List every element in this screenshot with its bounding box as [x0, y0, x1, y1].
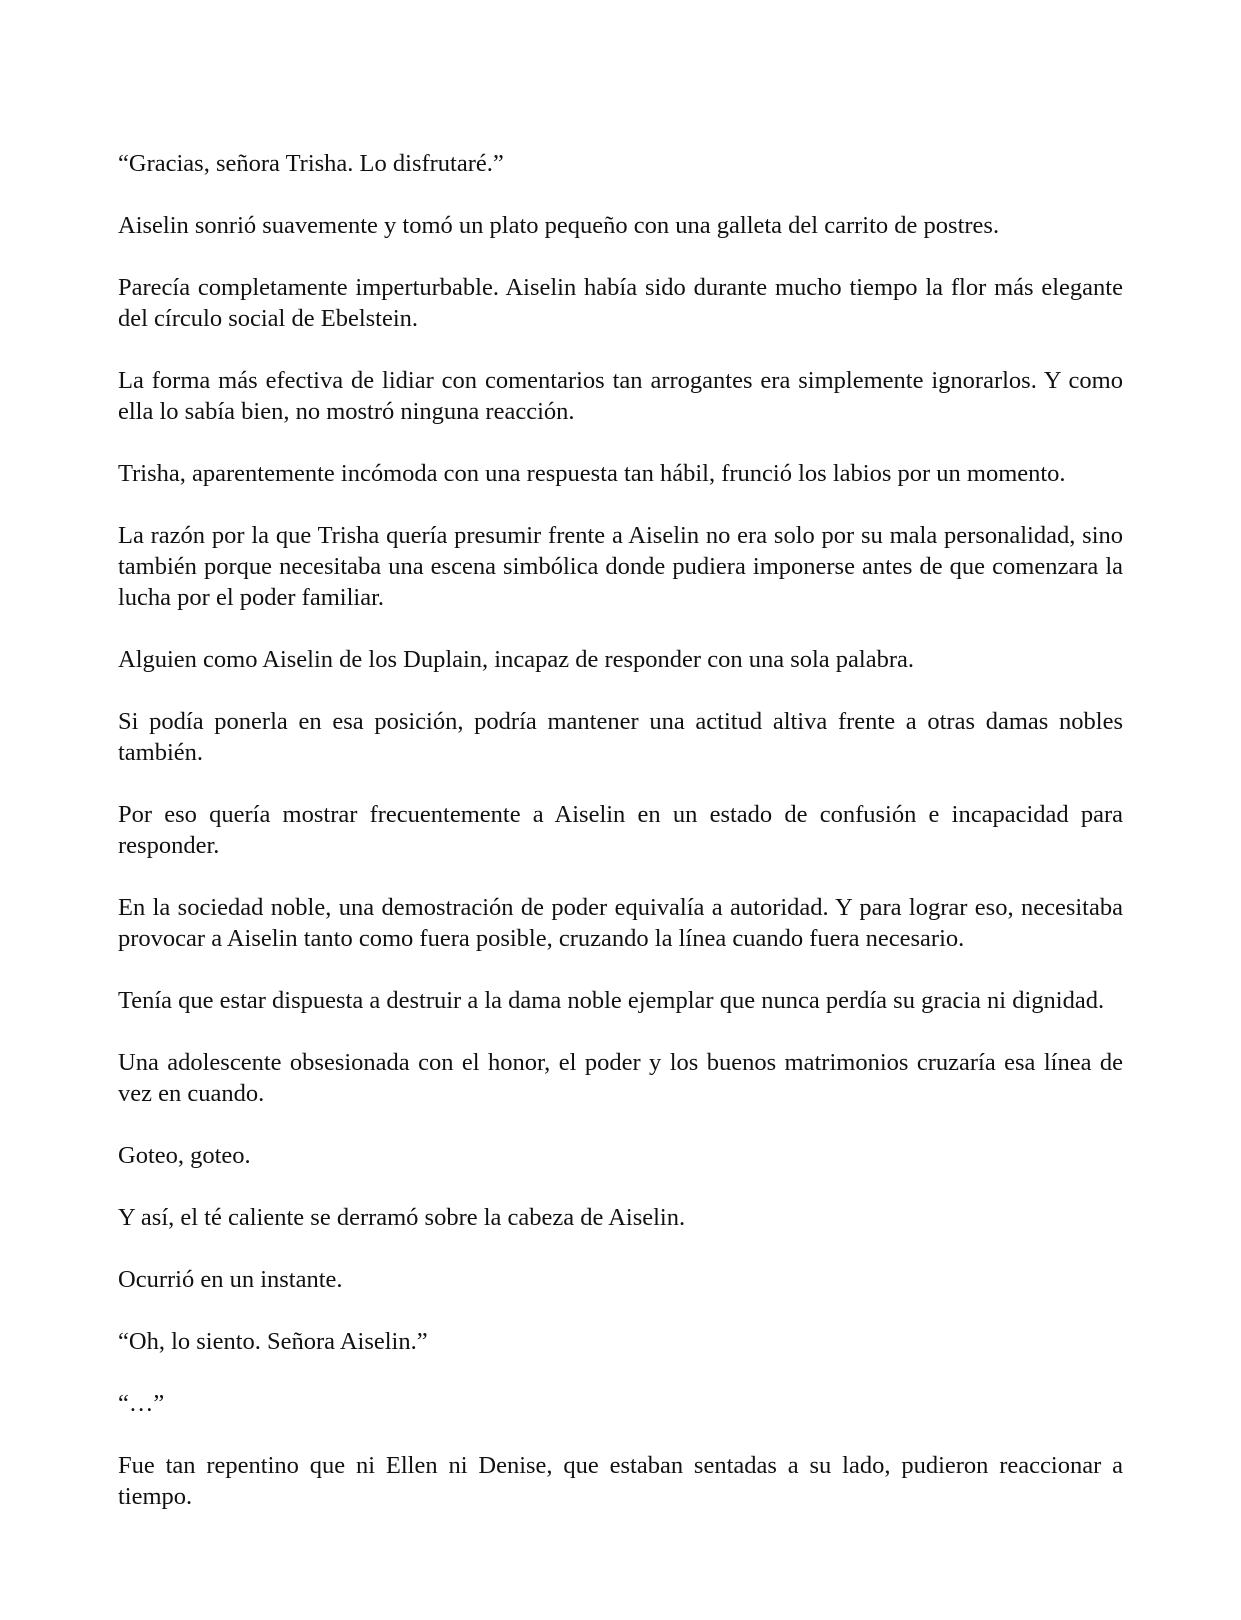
paragraph: La forma más efectiva de lidiar con comentarios tan arrogantes era simplemente ignorarlos. Y como ella lo sabía bien, no mostró ninguna reacción.	[118, 367, 1123, 425]
document-page	[118, 148, 1123, 1543]
paragraph: “…”	[118, 1390, 165, 1417]
paragraph: Parecía completamente imperturbable. Aiselin había sido durante mucho tiempo la flor más elegante del círculo social de Ebelstein.	[118, 274, 1123, 332]
paragraph: Tenía que estar dispuesta a destruir a la dama noble ejemplar que nunca perdía su gracia ni dignidad.	[118, 987, 1105, 1014]
paragraph: Aiselin sonrió suavemente y tomó un plato pequeño con una galleta del carrito de postres.	[118, 212, 1000, 239]
paragraph: En la sociedad noble, una demostración de poder equivalía a autoridad. Y para lograr eso, necesitaba provocar a Aiselin tanto como fuera posible, cruzando la línea cuando fuera necesario.	[118, 894, 1123, 952]
paragraph: Y así, el té caliente se derramó sobre la cabeza de Aiselin.	[118, 1204, 686, 1231]
paragraph: Fue tan repentino que ni Ellen ni Denise, que estaban sentadas a su lado, pudieron reaccionar a tiempo.	[118, 1452, 1123, 1510]
paragraph: Una adolescente obsesionada con el honor, el poder y los buenos matrimonios cruzaría esa línea de vez en cuando.	[118, 1049, 1123, 1107]
paragraph: Goteo, goteo.	[118, 1142, 251, 1169]
paragraph: Alguien como Aiselin de los Duplain, incapaz de responder con una sola palabra.	[118, 646, 915, 673]
paragraph: Si podía ponerla en esa posición, podría mantener una actitud altiva frente a otras damas nobles también.	[118, 708, 1123, 766]
paragraph: Por eso quería mostrar frecuentemente a Aiselin en un estado de confusión e incapacidad para responder.	[118, 801, 1123, 859]
paragraph: Ocurrió en un instante.	[118, 1266, 343, 1293]
paragraph: La razón por la que Trisha quería presumir frente a Aiselin no era solo por su mala personalidad, sino también porque necesitaba una escena simbólica donde pudiera imponerse antes de que comenzara la lucha por el poder familiar.	[118, 522, 1123, 611]
paragraph: Trisha, aparentemente incómoda con una respuesta tan hábil, frunció los labios por un momento.	[118, 460, 1066, 487]
paragraph: “Gracias, señora Trisha. Lo disfrutaré.”	[118, 150, 504, 177]
paragraph: “Oh, lo siento. Señora Aiselin.”	[118, 1328, 428, 1355]
